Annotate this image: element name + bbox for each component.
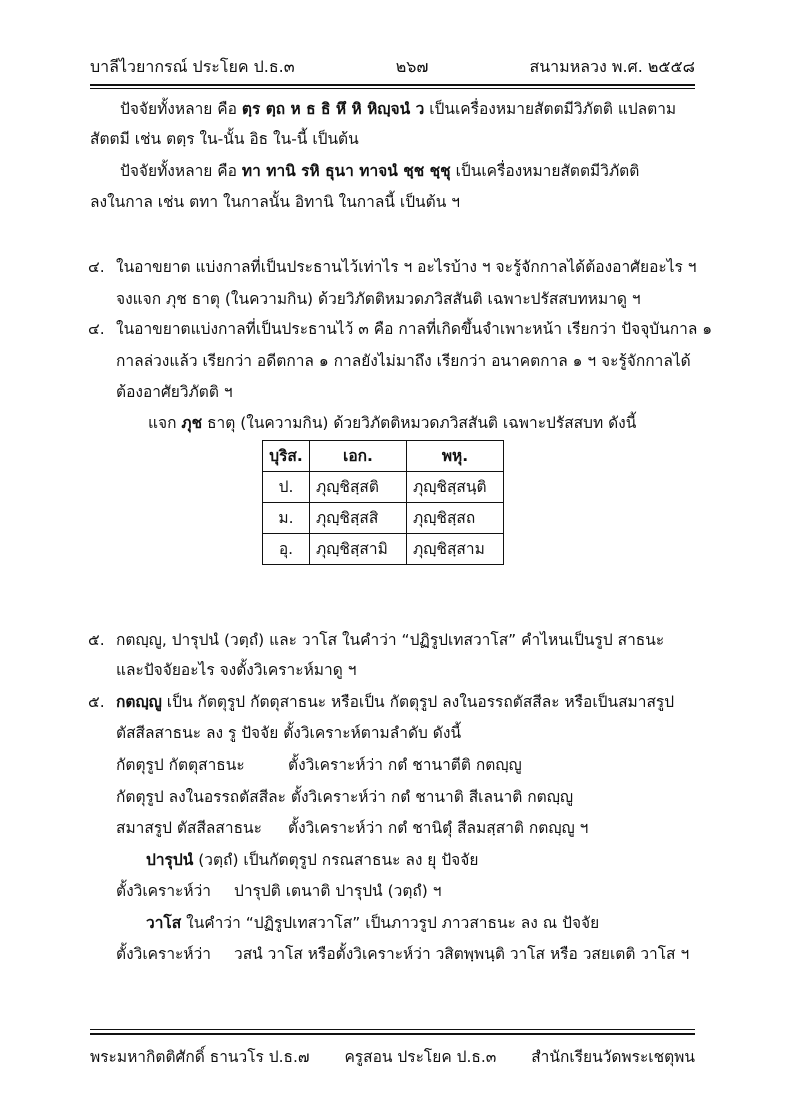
table-row	[263, 503, 504, 534]
table-cell: ภุญฺชิสฺสาม	[407, 534, 504, 565]
table-cell: ป.	[263, 472, 310, 503]
term-parupana: ปารุปนํ	[146, 851, 194, 869]
suffix-list-time: ทา ทานิ รหิ ธุนา ทาจนํ ชฺช ชฺชุ	[241, 162, 451, 180]
table-cell: ภุญฺชิสฺสติ	[310, 472, 407, 503]
question-5-line1: ๕. กตญฺญู, ปารุปนํ (วตฺถํ) และ วาโส ในคำว่า “ปฏิรูปเทสวาโส” คำไหนเป็นรูป สาธนะ	[88, 631, 665, 649]
table-row	[263, 534, 504, 565]
answer-5-row2: กัตตุรูป ลงในอรรถตัสสีละ ตั้งวิเคราะห์ว่า กตํ ชานาติ สีเลนาติ กตญฺญู	[116, 788, 574, 806]
page-header	[90, 52, 695, 80]
conjugation-table	[262, 440, 504, 565]
answer-5-parupana-analysis: ตั้งวิเคราะห์ว่า ปารุปติ เตนาติ ปารุปนํ (วตฺถํ) ฯ	[116, 882, 442, 900]
table-header-singular: เอก.	[310, 441, 407, 472]
para1-line3: ปัจจัยทั้งหลาย คือ ทา ทานิ รหิ ธุนา ทาจนํ ชฺช ชฺชุ เป็นเครื่องหมายสัตตมีวิภัตติ	[120, 162, 640, 180]
footer-rule-thick	[90, 1033, 695, 1035]
answer-5-vaso-analysis: ตั้งวิเคราะห์ว่า วสนํ วาโส หรือตั้งวิเคราะห์ว่า วสิตพฺพนฺติ วาโส หรือ วสยเตติ วาโส ฯ	[116, 945, 690, 963]
suffix-list: ตฺร ตฺถ ห ธ ธิ หึ หิ หิญฺจนํ ว	[241, 100, 425, 118]
answer-4-line2: กาลล่วงแล้ว เรียกว่า อดีตกาล ๑ กาลยังไม่มาถึง เรียกว่า อนาคตกาล ๑ ฯ จะรู้จักกาลได้	[116, 352, 691, 370]
question-4-line2: จงแจก ภุช ธาตุ (ในความกิน) ด้วยวิภัตติหมวดภวิสสันติ เฉพาะปรัสสบทหมาดู ฯ	[116, 290, 641, 308]
root-bhuj: ภุช	[181, 414, 203, 432]
answer-5-row3: สมาสรูป ตัสสีลสาธนะ ตั้งวิเคราะห์ว่า กตํ ชานิตุํ สีลมสฺสาติ กตญฺญู ฯ	[116, 819, 589, 837]
table-header-plural: พหุ.	[407, 441, 504, 472]
table-cell: ภุญฺชิสฺสสิ	[310, 503, 407, 534]
para1-line4: ลงในกาล เช่น ตทา ในกาลนั้น อิทานิ ในกาลนี้ เป็นต้น ฯ	[90, 193, 460, 211]
table-header-row	[263, 441, 504, 472]
term-vaso: วาโส	[146, 914, 182, 932]
answer-5-parupana: ปารุปนํ (วตฺถํ) เป็นกัตตุรูป กรณสาธนะ ลง ยุ ปัจจัย	[146, 851, 479, 869]
footer-rule-thin	[90, 1029, 695, 1030]
answer-5-line1: ๕. กตญฺญู เป็น กัตตุรูป กัตตุสาธนะ หรือเป็น กัตตุรูป ลงในอรรถตัสสีละ หรือเป็นสมาสรูป	[88, 693, 675, 711]
answer-5-line2: ตัสสีลสาธนะ ลง รู ปัจจัย ตั้งวิเคราะห์ตามลำดับ ดังนี้	[116, 724, 462, 742]
answer-4-number: ๔.	[88, 320, 105, 338]
footer-institution: สำนักเรียนวัดพระเชตุพน	[531, 1048, 695, 1066]
question-4-line1: ๔. ในอาขยาต แบ่งกาลที่เป็นประธานไว้เท่าไร ฯ อะไรบ้าง ฯ จะรู้จักกาลได้ต้องอาศัยอะไร ฯ	[88, 258, 697, 276]
question-5-number: ๕.	[88, 631, 105, 649]
table-cell: ภุญฺชิสฺสถ	[407, 503, 504, 534]
table-cell: ภุญฺชิสฺสามิ	[310, 534, 407, 565]
footer-author: พระมหากิตติศักดิ์ ธานวโร ป.ธ.๗	[90, 1048, 310, 1066]
header-rule-thick	[90, 84, 695, 86]
table-header-person: บุริส.	[263, 441, 310, 472]
question-4-number: ๔.	[88, 258, 105, 276]
table-cell: ภุญฺชิสฺสนฺติ	[407, 472, 504, 503]
header-page-number: ๒๖๗	[395, 57, 429, 76]
answer-5-number: ๕.	[88, 693, 105, 711]
page-footer	[90, 1044, 695, 1069]
header-exam-year: สนามหลวง พ.ศ. ๒๕๕๘	[529, 57, 695, 76]
table-cell: ม.	[263, 503, 310, 534]
answer-5-vaso: วาโส ในคำว่า “ปฏิรูปเทสวาโส” เป็นภาวรูป ภาวสาธนะ ลง ณ ปัจจัย	[146, 914, 600, 932]
header-rule-thin	[90, 88, 695, 89]
question-5-line2: และปัจจัยอะไร จงตั้งวิเคราะห์มาดู ฯ	[116, 661, 357, 679]
table-row	[263, 472, 504, 503]
footer-role: ครูสอน ประโยค ป.ธ.๓	[344, 1048, 497, 1066]
answer-4-line4: แจก ภุช ธาตุ (ในความกิน) ด้วยวิภัตติหมวดภวิสสันติ เฉพาะปรัสสบท ดังนี้	[148, 414, 637, 432]
term-katannu: กตญฺญู	[116, 693, 162, 711]
table-cell: อุ.	[263, 534, 310, 565]
para1-line1: ปัจจัยทั้งหลาย คือ ตฺร ตฺถ ห ธ ธิ หึ หิ หิญฺจนํ ว เป็นเครื่องหมายสัตตมีวิภัตติ แปลตาม	[120, 100, 677, 118]
header-book-title: บาลีไวยากรณ์ ประโยค ป.ธ.๓	[90, 57, 295, 76]
para1-line2: สัตตมี เช่น ตตฺร ใน-นั้น อิธ ใน-นี้ เป็นต้น	[90, 130, 359, 148]
answer-4-line3: ต้องอาศัยวิภัตติ ฯ	[116, 383, 233, 401]
answer-4-line1: ๔. ในอาขยาตแบ่งกาลที่เป็นประธานไว้ ๓ คือ กาลที่เกิดขึ้นจำเพาะหน้า เรียกว่า ปัจจุบันกาล ๑	[88, 320, 713, 338]
answer-5-row1: กัตตุรูป กัตตุสาธนะ ตั้งวิเคราะห์ว่า กตํ ชานาตีติ กตญฺญู	[116, 756, 522, 774]
